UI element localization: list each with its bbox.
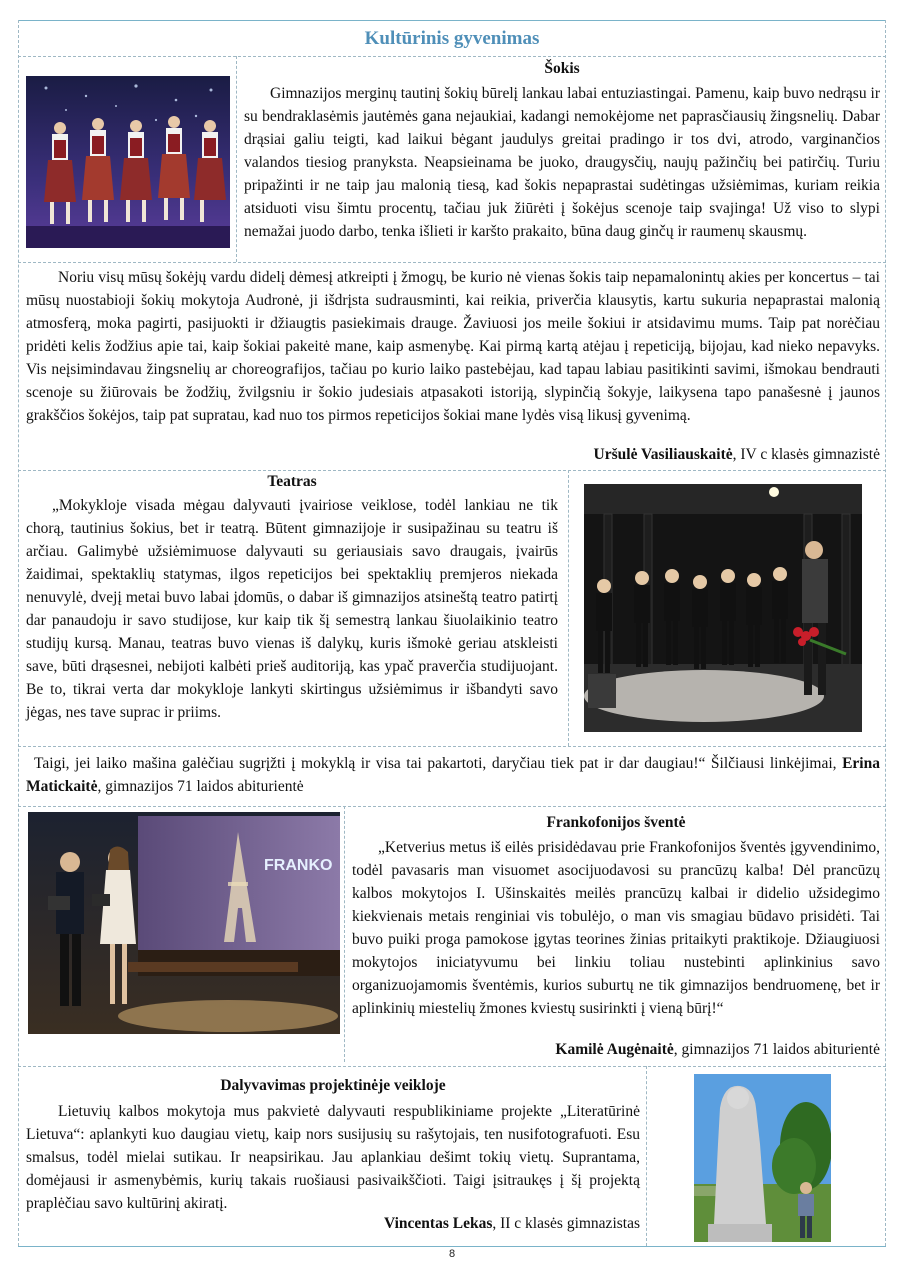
projektas-signature [26,1215,640,1233]
title-rule [18,56,886,57]
sokis-body-text: Noriu visų mūsų šokėjų vardu didelį dėmesį atkreipti į žmogų, be kurio nė vienas šokis taip nepamalonintų akies per koncertus – tai mūsų nuostabioji šokių mokytoja Audronė, ji išdrįsta sudrausminti, kai reikia, priverčia klausytis, kartu sukuria nepaprastai malonią atmosferą, moka pagirti, pasijuokti ir džiaugtis pasiekimais drauge. Žaviuosi jos meile šokiui ir atsidavimu mums. Taip pat norėčiau pridėti kelis žodžius apie tai, kaip šokiai pakeitė mane, kaip asmenybę. Kai pirmą kartą atėjau į repeticiją, bijojau, kad nieko nepavyks. Vis neįsimindavau žingsnelių ar choreografijos, tačiau po kurio laiko pastebėjau, kad tapau labiau pasitikinti savimi, išmokau bendrauti scenoje su žiūrovais be žodžių, žvilgsniu ir šokio judesiais atpasakoti istoriją, slypinčią šokyje, laikysena tapo panašesnė į jaunos grakščios šokėjos, taip pat supratau, kad nuo tos pirmos repeticijos šokiai mane lydės visą likusį gyvenimą. [26,269,880,424]
teatras-mid-rule [18,746,886,747]
section-title: Kultūrinis gyvenimas [364,28,540,49]
poster-text: FRANKO [264,857,333,874]
sokis-body [26,266,880,427]
teatras-author: Erina Matickaitė [26,755,880,795]
projektas-body-text: Lietuvių kalbos mokytoja mus pakvietė dalyvauti respublikiniame projekte „Literatūrinė Lietuva“: aplankyti kuo daugiau vietų, kaip nors susijusių su rašytojais, ten nusifotografuoti. Esu smalsus, todėl mielai sutikau. Ir neapsirikau. Jau aplankiau dešimt tokių vietų. Suprantama, domėjausi ir asmenybėmis, kurių takais ruošiausi pasivaikščioti. Taigi įsitraukęs į šį projektą praplėčiau savo kultūrinį akiratį. [26,1103,640,1212]
frankofonija-author-role: , gimnazijos 71 laidos abiturientė [673,1041,880,1058]
theatre-photo [584,484,862,732]
dance-photo [26,76,230,248]
frankofonija-top-rule [18,806,886,807]
sokis-rule [18,262,886,263]
frankofonija-heading: Frankofonijos šventė [546,814,686,831]
right-border [885,20,886,1246]
frankofonija-body-text: „Ketverius metus iš eilės prisidėdavau prie Frankofonijos šventės įgyvendinimo, todėl pavasaris man visuomet asocijuodavosi su prancūzų kalba! Dėl prancūzų kalbos mokytojos I. Ušinskaitės meilės prancūzų kalbai ir didelio užsidegimo kiekvienais metais renginiai vis tobulėjo, o man vis smagiau būdavo prisidėti. Tai buvo puiki proga pamokose įgytas teorines žinias pritaikyti praktikoje. Džiaugiuosi mokytojos iniciatyvumu bei linkiu toliau nustebinti aplinkinius savo organizuojamomis šventėmis, kurios suburtų ne tik gimnazijos bendruomenę, bet ir aplinkinių miestelių žmones kviestų susirinkti į vieną būrį!“ [352,839,880,1017]
teatras-top-rule [18,470,886,471]
teatras-closing-sentence: Taigi, jei laiko mašina galėčiau sugrįžti į mokyklą ir visa tai pakartoti, daryčiau tiek pat ir dar daugiau!“ Šilčiausi linkėjimai, [34,755,843,772]
monument-photo [694,1074,831,1242]
top-rule [18,20,886,21]
frankofonija-signature [352,1041,880,1059]
bottom-rule [18,1246,886,1247]
sokis-author: Uršulė Vasiliauskaitė [593,446,733,463]
sokis-author-role: , IV c klasės gimnazistė [732,446,880,463]
teatras-body [26,494,558,724]
projektas-top-rule [18,1066,886,1067]
teatras-heading: Teatras [267,473,317,490]
left-border [18,20,19,1246]
ceremony-photo [28,812,340,1034]
teatras-closing [26,752,880,798]
projektas-heading: Dalyvavimas projektinėje veikloje [220,1077,446,1094]
projektas-author-role: , II c klasės gimnazistas [492,1215,640,1232]
teatras-closing-text [26,752,880,798]
projektas-author: Vincentas Lekas [383,1215,493,1232]
frankofonija-author: Kamilė Augėnaitė [555,1041,674,1058]
page-number: 8 [448,1248,456,1260]
sokis-intro [244,82,880,243]
teatras-author-role: , gimnazijos 71 laidos abiturientė [97,778,304,795]
projektas-body [26,1100,640,1215]
teatras-body-text: „Mokykloje visada mėgau dalyvauti įvairiose veiklose, todėl lankiau ne tik chorą, tautinius šokius, bet ir teatrą. Būtent gimnazijoje ir susipažinau su teatru iš arčiau. Galimybė užsiėmimuose dalyvauti su geriausiais savo draugais, įvairūs žaidimai, spektaklių statymas, ilgos repeticijos bei spektaklių premjeros niekada nenuvylė, dvejį metai buvo labai įdomūs, o dabar iš gimnazijos atsineštą teatro patirtį dar panaudoju ir savo studijose, kur kaip tik šį semestrą lankau šiuolaikinio teatro studijų kursą. Manau, teatras buvo vienas iš dalykų, kuris išmokė geriau atskleisti save, būti drąsesnei, nebijoti kalbėti prieš auditoriją, kas ypač praverčia studijuojant. Be to, tikrai verta dar mokykloje lankyti skirtingus užsiėmimus ir išbandyti savo jėgas, nes tave suprас ir priims. [26,497,558,721]
frankofonija-divider [344,806,345,1062]
sokis-divider [236,56,237,262]
projektas-divider [646,1066,647,1246]
frankofonija-body [352,836,880,1020]
sokis-intro-text: Gimnazijos merginų tautinį šokių būrelį lankau labai entuziastingai. Pamenu, kaip buvo nedrąsu ir su bendraklasėmis jautėmės gana nejaukiai, kadangi nemokėjome net paprasčiausių žingsnelių. Dabar drąsiai galiu teigti, kad laikui bėgant jaudulys greitai pradingo ir tos dvi, atrodo, varginančios valandos tiesiog pranyksta. Neapsieinama be juoko, draugysčių, naujų pažinčių bei patirčių. Turiu pripažinti ir ne taip jau malonią tiesą, kad šokis nepaprastai sudėtingas užsiėmimas, kuriam reikia atsiduoti visu šimtu procentų, tačiau juk žiūrėti į šokėjus scenoje taip svajinga! Už viso to slypi nemažai juodo darbo, tenka išlieti ir karšto prakaito, būna daug ginčų ir raumenų skausmų. [244,85,880,240]
sokis-signature [26,446,880,464]
teatras-divider [568,470,569,746]
sokis-heading: Šokis [544,60,580,77]
